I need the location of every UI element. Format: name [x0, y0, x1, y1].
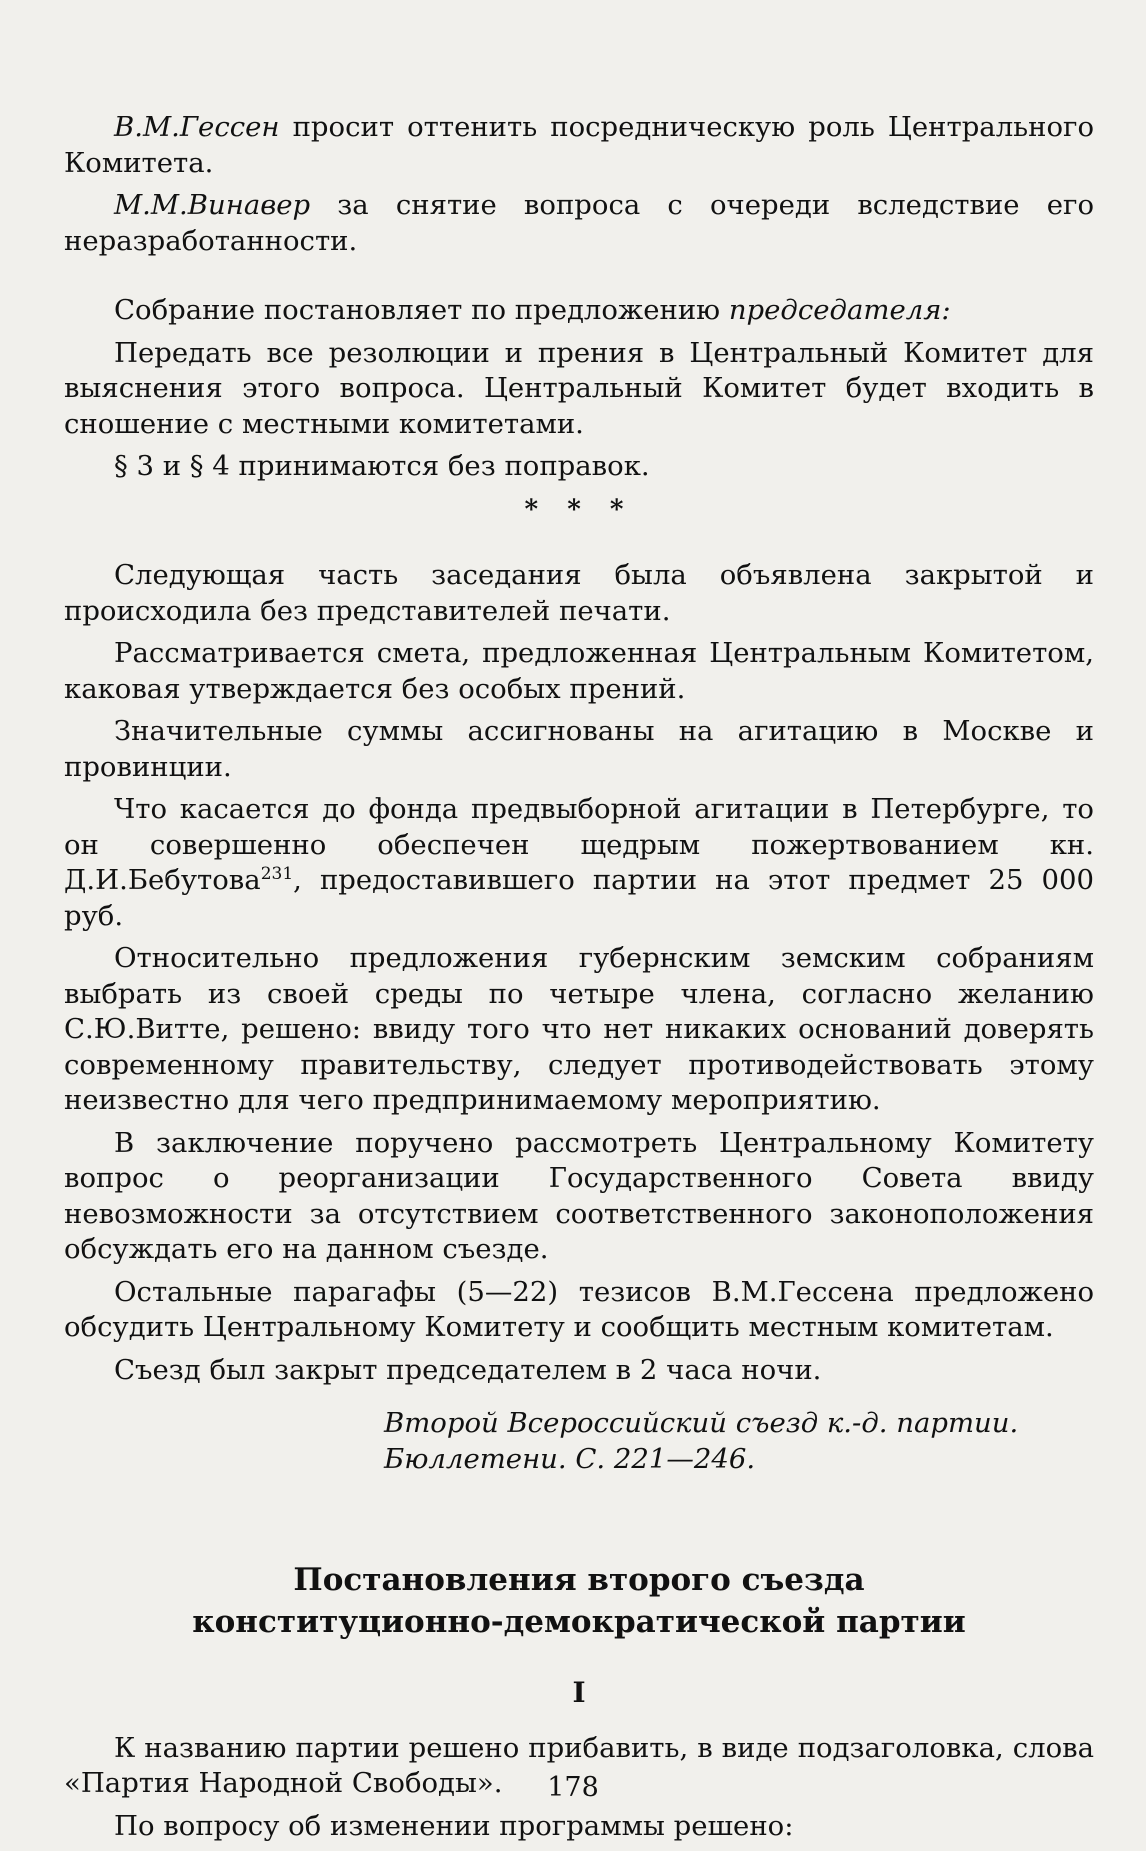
- paragraph-remaining: Остальные парагафы (5—22) тезисов В.М.Гессена предложено обсудить Центральному Комитету и сообщить местным комитетам.: [64, 1275, 1094, 1343]
- paragraph-agitation: Значительные суммы ассигнованы на агитацию в Москве и провинции.: [64, 715, 1094, 783]
- paragraph-text: просит оттенить посредническую роль Центрального Комитета.: [64, 111, 1094, 179]
- heading-line-1: Постановления второго съезда: [293, 1562, 865, 1598]
- section-heading: [64, 1559, 1094, 1643]
- source-citation-1: Второй Всероссийский съезд к.-д. партии.: [384, 1407, 1019, 1439]
- paragraph-closed-session: Следующая часть заседания была объявлена закрытой и происходила без представителей печати.: [64, 559, 1094, 627]
- paragraph-vinaver: [64, 188, 1094, 259]
- speaker-name: М.М.Винавер: [114, 189, 311, 221]
- footnote-ref: 231: [260, 863, 294, 884]
- speaker-name: В.М.Гессен: [114, 111, 280, 143]
- page-number: 178: [547, 1772, 599, 1803]
- paragraph-text: Что касается до фонда предвыборной агитации в Петербурге, то он совершенно обеспечен щедрым пожертвованием кн. Д.И.Бебутова: [64, 793, 1094, 896]
- paragraph-zemstvo: Относительно предложения губернским земским собраниям выбрать из своей среды по четыре члена, согласно желанию С.Ю.Витте, решено: ввиду того что нет никаких оснований доверять современному правительству, следует противодействовать этому неизвестно для чего предпринимаемому мероприятию.: [64, 942, 1094, 1116]
- chairman-label: председателя:: [728, 294, 951, 326]
- paragraph-fund: [64, 792, 1094, 934]
- paragraph-state-council: В заключение поручено рассмотреть Центральному Комитету вопрос о реорганизации Государственного Совета ввиду невозможности за отсутствием соответственного законоположения обсуждать его на данном съезде.: [64, 1126, 1094, 1265]
- paragraph-text: за снятие вопроса с очереди вследствие его неразработанности.: [64, 189, 1094, 257]
- paragraph-party-name: К названию партии решено прибавить, в виде подзаголовка, слова «Партия Народной Свободы».: [64, 1731, 1094, 1799]
- section-number: I: [572, 1676, 586, 1709]
- heading-line-2: конституционно-демократической партии: [192, 1604, 966, 1640]
- paragraph-text: Собрание постановляет по предложению: [114, 294, 729, 326]
- paragraph-articles: § 3 и § 4 принимаются без поправок.: [114, 450, 650, 482]
- paragraph-closing: Съезд был закрыт председателем в 2 часа ночи.: [114, 1353, 822, 1386]
- paragraph-resolution-intro: [64, 293, 1094, 329]
- section-divider: * * *: [524, 494, 634, 525]
- paragraph-budget: Рассматривается смета, предложенная Центральным Комитетом, каковая утверждается без особых прений.: [64, 637, 1094, 705]
- paragraph-resolution: Передать все резолюции и прения в Центральный Комитет для выяснения этого вопроса. Центральный Комитет будет входить в сношение с местными комитетами.: [64, 336, 1094, 440]
- paragraph-text: , предоставившего партии на этот предмет 25 000 руб.: [64, 864, 1094, 932]
- source-citation-2: Бюллетени. С. 221—246.: [384, 1442, 756, 1475]
- paragraph-gessen: [64, 110, 1094, 181]
- paragraph-program: По вопросу об изменении программы решено:: [114, 1809, 794, 1842]
- text-column: [64, 110, 1094, 1851]
